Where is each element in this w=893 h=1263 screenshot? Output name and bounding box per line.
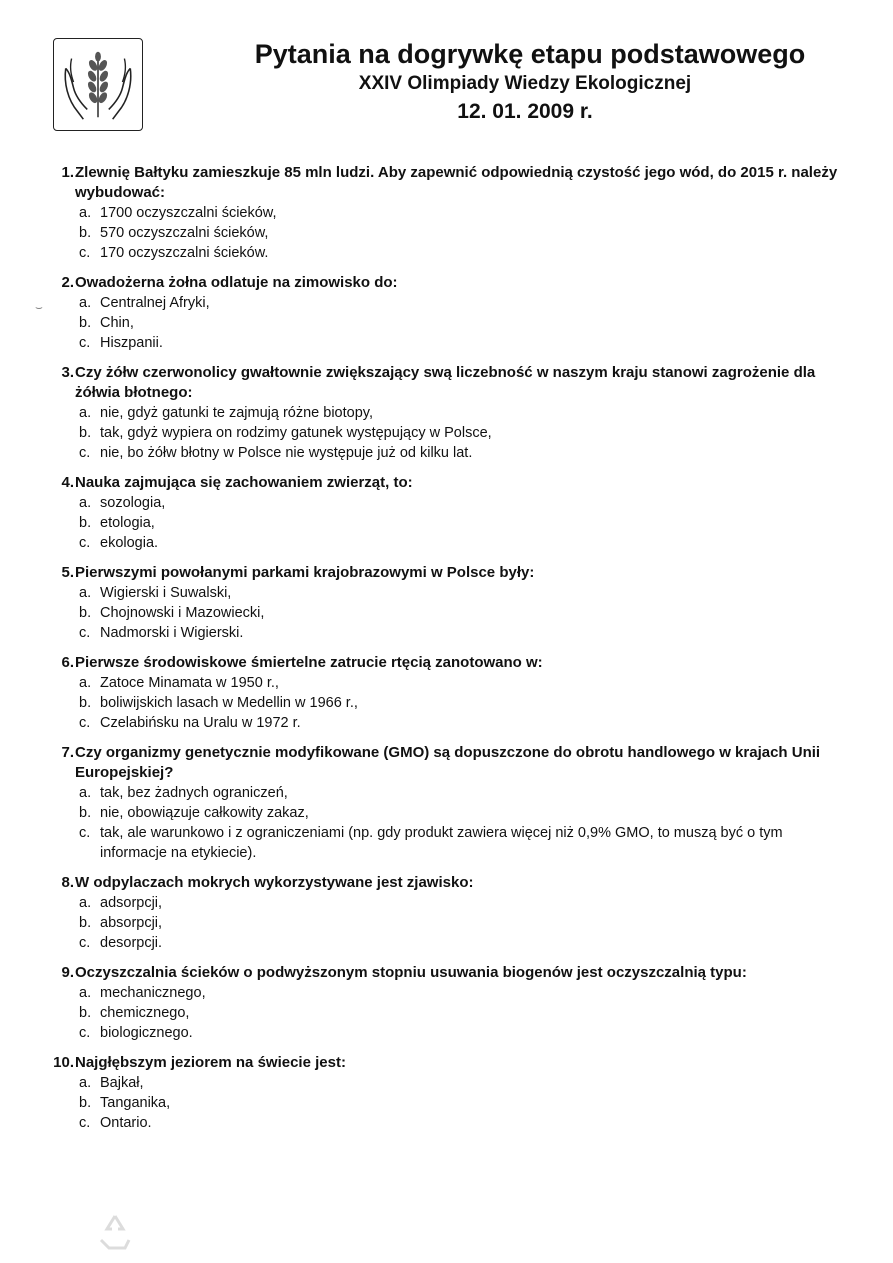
answer-option — [0, 1113, 893, 1133]
question-item — [0, 743, 893, 863]
page-subtitle: XXIV Olimpiady Wiedzy Ekologicznej — [358, 73, 692, 94]
page-title: Pytania na dogrywkę etapu podstawowego — [254, 39, 806, 69]
answer-letter: c. — [79, 535, 91, 551]
answer-option — [0, 513, 893, 533]
answer-letter: a. — [79, 585, 92, 601]
question-number: 6. — [61, 654, 74, 671]
answer-options — [0, 783, 893, 863]
answer-letter: c. — [79, 1115, 91, 1131]
answer-text: nie, gdyż gatunki te zajmują różne biotopy, — [100, 405, 373, 421]
answer-option — [0, 693, 893, 713]
question-number: 3. — [61, 364, 74, 381]
olympiad-logo — [53, 38, 143, 131]
answer-letter: c. — [79, 935, 91, 951]
question-text — [0, 563, 893, 583]
answer-letter: a. — [79, 675, 92, 691]
answer-text: Centralnej Afryki, — [100, 295, 210, 311]
question-text — [0, 1053, 893, 1073]
answer-letter: a. — [79, 295, 92, 311]
answer-letter: b. — [79, 1005, 92, 1021]
answer-option — [0, 443, 893, 463]
answer-option — [0, 623, 893, 643]
question-text — [0, 273, 893, 293]
answer-option — [0, 783, 893, 803]
answer-option — [0, 1093, 893, 1113]
answer-option — [0, 823, 893, 863]
question-label: Czy żółw czerwonolicy gwałtownie zwiększający swą liczebność w naszym kraju stanowi zagrożenie dla żółwia błotnego: — [75, 364, 816, 401]
answer-option — [0, 893, 893, 913]
answer-text: chemicznego, — [100, 1005, 190, 1021]
question-label: Najgłębszym jeziorem na świecie jest: — [75, 1054, 346, 1071]
answer-option — [0, 1003, 893, 1023]
document-header — [150, 38, 870, 126]
question-number: 9. — [61, 964, 74, 981]
question-label: Nauka zajmująca się zachowaniem zwierząt, to: — [75, 474, 413, 491]
answer-text: boliwijskich lasach w Medellin w 1966 r., — [100, 695, 358, 711]
answer-options — [0, 1073, 893, 1133]
answer-option — [0, 603, 893, 623]
answer-option — [0, 293, 893, 313]
answer-letter: b. — [79, 695, 92, 711]
answer-options — [0, 403, 893, 463]
answer-text: Hiszpanii. — [100, 335, 163, 351]
answer-text: Ontario. — [100, 1115, 152, 1131]
question-item — [0, 273, 893, 353]
question-label: Owadożerna żołna odlatuje na zimowisko do: — [75, 274, 398, 291]
question-label: Oczyszczalnia ścieków o podwyższonym stopniu usuwania biogenów jest oczyszczalnią typu: — [75, 964, 747, 981]
page-date: 12. 01. 2009 r. — [457, 100, 593, 123]
answer-text: tak, gdyż wypiera on rodzimy gatunek występujący w Polsce, — [100, 425, 492, 441]
answer-option — [0, 203, 893, 223]
answer-options — [0, 203, 893, 263]
answer-text: Czelabińsku na Uralu w 1972 r. — [100, 715, 301, 731]
answer-text: Wigierski i Suwalski, — [100, 585, 232, 601]
answer-option — [0, 533, 893, 553]
answer-letter: c. — [79, 1025, 91, 1041]
answer-options — [0, 983, 893, 1043]
answer-option — [0, 403, 893, 423]
answer-text: desorpcji. — [100, 935, 163, 951]
recycle-icon — [95, 1212, 135, 1252]
question-number: 2. — [61, 274, 74, 291]
answer-letter: c. — [79, 245, 91, 261]
answer-text: nie, obowiązuje całkowity zakaz, — [100, 805, 309, 821]
answer-options — [0, 583, 893, 643]
answer-text: absorpcji, — [100, 915, 163, 931]
answer-options — [0, 893, 893, 953]
answer-option — [0, 583, 893, 603]
question-number: 7. — [61, 744, 74, 761]
question-number: 1. — [61, 164, 74, 181]
answer-letter: b. — [79, 915, 92, 931]
answer-option — [0, 933, 893, 953]
answer-letter: b. — [79, 805, 92, 821]
hands-leaf-icon — [54, 39, 142, 130]
answer-letter: c. — [79, 445, 91, 461]
question-text — [0, 963, 893, 983]
answer-option — [0, 493, 893, 513]
answer-letter: c. — [79, 825, 91, 841]
answer-letter: a. — [79, 985, 92, 1001]
answer-option — [0, 243, 893, 263]
question-text — [0, 873, 893, 893]
question-label: W odpylaczach mokrych wykorzystywane jest zjawisko: — [75, 874, 474, 891]
answer-letter: c. — [79, 625, 91, 641]
question-label: Pierwsze środowiskowe śmiertelne zatrucie rtęcią zanotowano w: — [75, 654, 543, 671]
answer-option — [0, 913, 893, 933]
answer-text: biologicznego. — [100, 1025, 193, 1041]
answer-text: etologia, — [100, 515, 155, 531]
answer-text: Chojnowski i Mazowiecki, — [100, 605, 265, 621]
answer-letter: b. — [79, 1095, 92, 1111]
answer-option — [0, 673, 893, 693]
answer-text: tak, bez żadnych ograniczeń, — [100, 785, 288, 801]
answer-option — [0, 1073, 893, 1093]
answer-letter: b. — [79, 315, 92, 331]
answer-letter: a. — [79, 785, 92, 801]
question-number: 8. — [61, 874, 74, 891]
answer-option — [0, 713, 893, 733]
answer-text: Zatoce Minamata w 1950 r., — [100, 675, 279, 691]
question-item — [0, 363, 893, 463]
answer-option — [0, 223, 893, 243]
answer-letter: b. — [79, 605, 92, 621]
question-item — [0, 563, 893, 643]
answer-letter: a. — [79, 405, 92, 421]
answer-letter: c. — [79, 715, 91, 731]
answer-options — [0, 293, 893, 353]
answer-option — [0, 803, 893, 823]
answer-letter: b. — [79, 425, 92, 441]
answer-text: nie, bo żółw błotny w Polsce nie występuje już od kilku lat. — [100, 445, 473, 461]
answer-text: 1700 oczyszczalni ścieków, — [100, 205, 277, 221]
answer-letter: c. — [79, 335, 91, 351]
answer-text: Chin, — [100, 315, 134, 331]
question-list — [0, 163, 893, 1143]
question-item — [0, 963, 893, 1043]
question-item — [0, 163, 893, 263]
question-label: Zlewnię Bałtyku zamieszkuje 85 mln ludzi. Aby zapewnić odpowiednią czystość jego wód, do 2015 r. należy wybudować: — [75, 164, 838, 201]
answer-letter: a. — [79, 205, 92, 221]
answer-text: mechanicznego, — [100, 985, 206, 1001]
answer-letter: a. — [79, 895, 92, 911]
answer-text: 570 oczyszczalni ścieków, — [100, 225, 269, 241]
answer-text: adsorpcji, — [100, 895, 163, 911]
answer-text: Tanganika, — [100, 1095, 171, 1111]
answer-options — [0, 493, 893, 553]
margin-mark-icon: ⌣ — [35, 300, 43, 314]
question-text — [0, 163, 893, 203]
question-number: 10. — [53, 1054, 74, 1071]
answer-text: Bajkał, — [100, 1075, 144, 1091]
question-item — [0, 653, 893, 733]
answer-letter: a. — [79, 1075, 92, 1091]
question-item — [0, 873, 893, 953]
answer-option — [0, 1023, 893, 1043]
answer-letter: b. — [79, 225, 92, 241]
question-text — [0, 743, 893, 783]
answer-option — [0, 423, 893, 443]
question-number: 4. — [61, 474, 74, 491]
answer-option — [0, 313, 893, 333]
answer-text: tak, ale warunkowo i z ograniczeniami (np. gdy produkt zawiera więcej niż 0,9% GMO, to muszą być o tym informacje na etykiecie). — [100, 825, 783, 861]
answer-options — [0, 673, 893, 733]
answer-option — [0, 333, 893, 353]
answer-text: Nadmorski i Wigierski. — [100, 625, 244, 641]
question-text — [0, 653, 893, 673]
answer-option — [0, 983, 893, 1003]
answer-text: 170 oczyszczalni ścieków. — [100, 245, 269, 261]
question-label: Czy organizmy genetycznie modyfikowane (GMO) są dopuszczone do obrotu handlowego w krajach Unii Europejskiej? — [75, 744, 821, 781]
answer-letter: b. — [79, 515, 92, 531]
answer-text: ekologia. — [100, 535, 159, 551]
question-label: Pierwszymi powołanymi parkami krajobrazowymi w Polsce były: — [75, 564, 535, 581]
question-item — [0, 473, 893, 553]
question-text — [0, 473, 893, 493]
question-item — [0, 1053, 893, 1133]
answer-text: sozologia, — [100, 495, 166, 511]
question-text — [0, 363, 893, 403]
answer-letter: a. — [79, 495, 92, 511]
question-number: 5. — [61, 564, 74, 581]
